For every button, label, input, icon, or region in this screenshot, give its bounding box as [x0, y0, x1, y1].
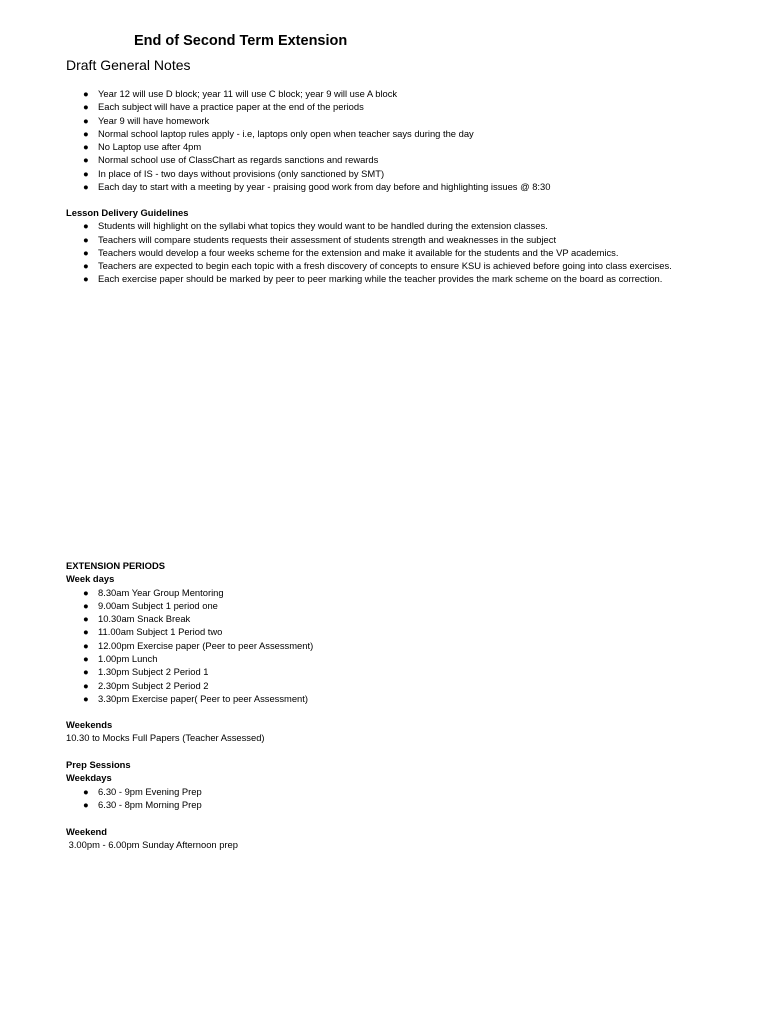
- prep-weekdays-list: [66, 785, 726, 812]
- bullet-icon: ●: [83, 639, 89, 651]
- prep-weekend-text: 3.00pm - 6.00pm Sunday Afternoon prep: [66, 839, 238, 851]
- extension-periods-section: [66, 559, 726, 705]
- list-item-text: Teachers are expected to begin each topic with a fresh discovery of concepts to ensure KSU is achieved before going into class exercises.: [98, 260, 672, 272]
- weekday-schedule-list: [66, 586, 726, 706]
- prep-sessions-section: [66, 758, 726, 811]
- bullet-icon: ●: [83, 167, 89, 179]
- extension-periods-heading: EXTENSION PERIODS: [66, 560, 165, 571]
- list-item: [66, 127, 726, 140]
- list-item: [66, 140, 726, 153]
- bullet-icon: ●: [83, 181, 89, 193]
- list-item-text: Each day to start with a meeting by year - praising good work from day before and highlighting issues @ 8:30: [98, 181, 551, 193]
- list-item-text: 1.00pm Lunch: [98, 653, 158, 665]
- list-item: [66, 665, 726, 678]
- list-item-text: 3.30pm Exercise paper( Peer to peer Assessment): [98, 692, 308, 704]
- list-item: [66, 233, 726, 246]
- list-item-text: Year 12 will use D block; year 11 will use C block; year 9 will use A block: [98, 88, 398, 99]
- bullet-icon: ●: [83, 127, 89, 139]
- list-item: [66, 167, 726, 180]
- list-item: [66, 87, 726, 100]
- list-item: [66, 625, 726, 638]
- list-item-text: Students will highlight on the syllabi what topics they would want to be handled during the extension classes.: [98, 220, 548, 232]
- bullet-icon: ●: [83, 273, 89, 285]
- list-item-text: In place of IS - two days without provisions (only sanctioned by SMT): [98, 167, 385, 179]
- list-item: [66, 180, 726, 193]
- bullet-icon: ●: [83, 220, 89, 232]
- lesson-delivery-list: [66, 219, 726, 285]
- list-item-text: Year 9 will have homework: [98, 114, 210, 126]
- list-item: [66, 599, 726, 612]
- list-item: [66, 219, 726, 232]
- list-item: [66, 586, 726, 599]
- list-item-text: 1.30pm Subject 2 Period 1: [98, 666, 209, 678]
- bullet-icon: ●: [83, 613, 89, 625]
- bullet-icon: ●: [83, 798, 89, 810]
- list-item: [66, 692, 726, 705]
- list-item: [66, 100, 726, 113]
- weekdays-heading: Week days: [66, 573, 115, 585]
- list-item: [66, 679, 726, 692]
- list-item-text: Normal school use of ClassChart as regards sanctions and rewards: [98, 154, 379, 166]
- lesson-delivery-section: [66, 206, 726, 286]
- list-item-text: Teachers will compare students requests their assessment of students strength and weaknesses in the subject: [98, 233, 557, 245]
- list-item-text: Each subject will have a practice paper at the end of the periods: [98, 101, 364, 113]
- bullet-icon: ●: [83, 586, 89, 598]
- list-item: [66, 785, 726, 798]
- list-item-text: 2.30pm Subject 2 Period 2: [98, 679, 209, 691]
- list-item-text: No Laptop use after 4pm: [98, 141, 202, 153]
- list-item-text: 12.00pm Exercise paper (Peer to peer Assessment): [98, 639, 314, 651]
- weekends-text: 10.30 to Mocks Full Papers (Teacher Assessed): [66, 732, 265, 744]
- bullet-icon: ●: [83, 260, 89, 272]
- list-item-text: Each exercise paper should be marked by peer to peer marking while the teacher provides the mark scheme on the board as correction.: [98, 273, 663, 285]
- list-item-text: Teachers would develop a four weeks scheme for the extension and make it available for the students and the VP academics.: [98, 246, 619, 258]
- bullet-icon: ●: [83, 679, 89, 691]
- list-item: [66, 612, 726, 625]
- list-item: [66, 272, 726, 285]
- list-item-text: 9.00am Subject 1 period one: [98, 599, 218, 611]
- bullet-icon: ●: [83, 88, 89, 99]
- bullet-icon: ●: [83, 246, 89, 258]
- general-notes-section: [66, 87, 726, 193]
- bullet-icon: ●: [83, 141, 89, 153]
- weekends-heading: Weekends: [66, 719, 113, 730]
- bullet-icon: ●: [83, 101, 89, 113]
- list-item: [66, 246, 726, 259]
- list-item: [66, 153, 726, 166]
- bullet-icon: ●: [83, 154, 89, 166]
- bullet-icon: ●: [83, 653, 89, 665]
- list-item-text: 10.30am Snack Break: [98, 613, 191, 625]
- list-item: [66, 652, 726, 665]
- list-item-text: 8.30am Year Group Mentoring: [98, 586, 224, 598]
- bullet-icon: ●: [83, 692, 89, 704]
- prep-weekdays-heading: Weekdays: [66, 772, 112, 784]
- list-item: [66, 114, 726, 127]
- prep-weekend-section: [66, 825, 726, 852]
- lesson-delivery-heading: Lesson Delivery Guidelines: [66, 207, 189, 218]
- list-item: [66, 259, 726, 272]
- list-item: [66, 798, 726, 811]
- document-title: End of Second Term Extension: [134, 33, 348, 49]
- weekends-section: [66, 718, 726, 745]
- bullet-icon: ●: [83, 785, 89, 797]
- prep-sessions-heading: Prep Sessions: [66, 759, 131, 770]
- bullet-icon: ●: [83, 233, 89, 245]
- document-subtitle: Draft General Notes: [66, 57, 191, 73]
- bullet-icon: ●: [83, 626, 89, 638]
- prep-weekend-heading: Weekend: [66, 826, 107, 837]
- general-notes-list: [66, 87, 726, 193]
- list-item-text: 6.30 - 8pm Morning Prep: [98, 798, 202, 810]
- bullet-icon: ●: [83, 599, 89, 611]
- list-item-text: 11.00am Subject 1 Period two: [98, 626, 223, 638]
- list-item-text: 6.30 - 9pm Evening Prep: [98, 785, 202, 797]
- bullet-icon: ●: [83, 666, 89, 678]
- bullet-icon: ●: [83, 114, 89, 126]
- list-item: [66, 639, 726, 652]
- list-item-text: Normal school laptop rules apply - i.e, laptops only open when teacher says during the day: [98, 127, 474, 139]
